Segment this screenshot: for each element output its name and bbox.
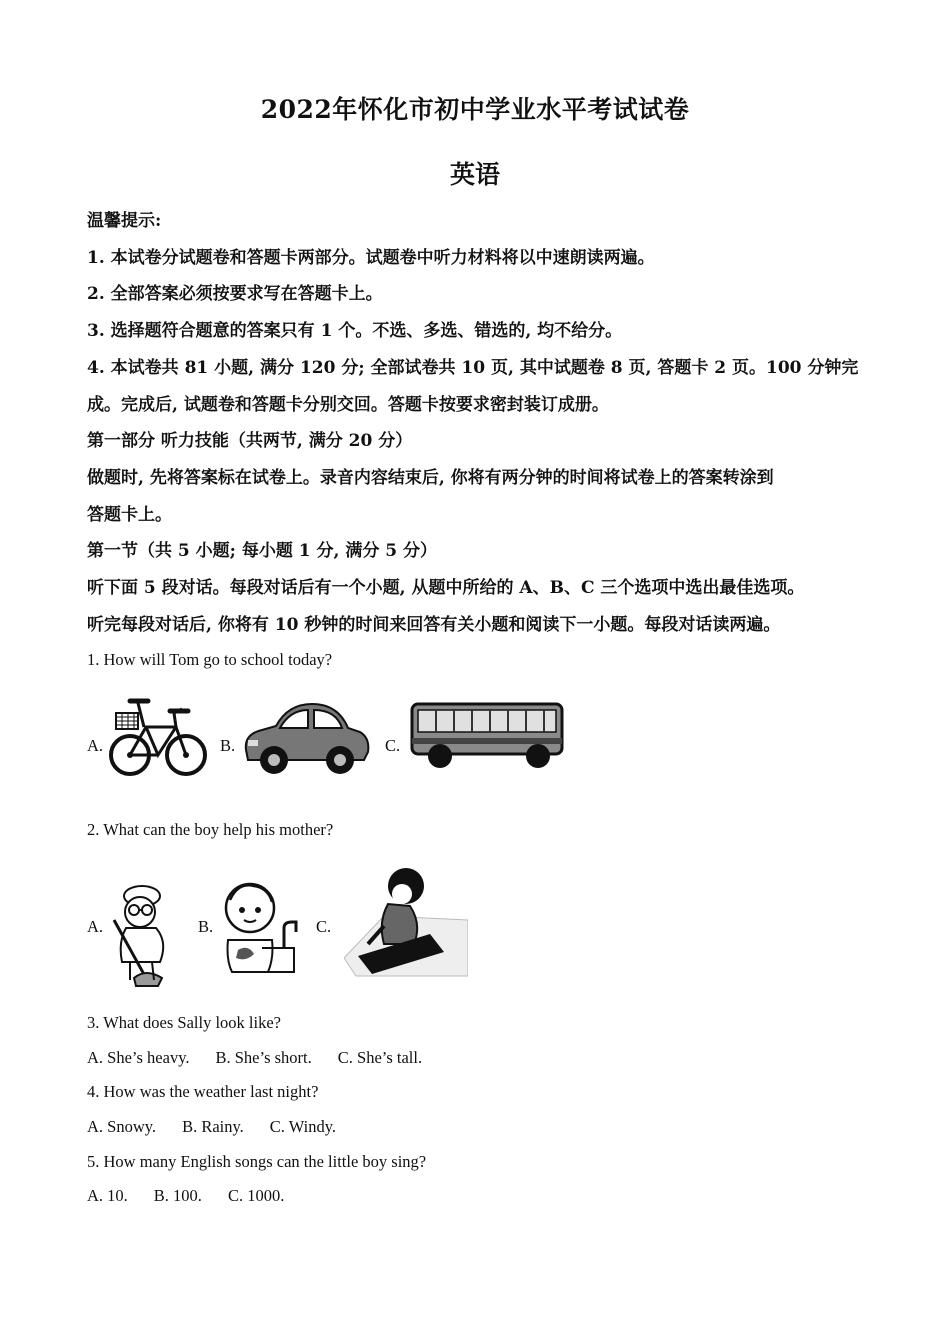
q4-option-c: C. Windy. <box>269 1117 337 1136</box>
q1-option-b-label: B. <box>220 736 236 755</box>
part1-instruction-1: 做题时, 先将答案标在试卷上。录音内容结束后, 你将有两分钟的时间将试卷上的答案转涂到 <box>87 468 774 488</box>
tips-heading: 温馨提示: <box>87 211 162 231</box>
subject-title: 英语 <box>449 160 500 189</box>
bus-icon <box>408 700 566 772</box>
section1-heading: 第一节（共 5 小题; 每小题 1 分, 满分 5 分） <box>87 541 438 561</box>
question-3-stem: 3. What does Sally look like? <box>87 1013 281 1032</box>
section1-instruction-2: 听完每段对话后, 你将有 10 秒钟的时间来回答有关小题和阅读下一小题。每段对话读两遍。 <box>87 615 781 635</box>
question-2-stem: 2. What can the boy help his mother? <box>87 820 334 839</box>
q1-option-c-label: C. <box>385 736 401 755</box>
page-title: 2022年怀化市初中学业水平考试试卷 <box>260 95 690 124</box>
tip-4-cont: 成。完成后, 试题卷和答题卡分别交回。答题卡按要求密封装订成册。 <box>87 395 609 415</box>
washing-boy-icon <box>218 878 304 978</box>
q3-option-c: C. She’s tall. <box>337 1048 423 1067</box>
sweeping-grandma-icon <box>106 882 182 988</box>
q5-options <box>87 1186 310 1206</box>
q4-option-b: B. Rainy. <box>182 1117 244 1136</box>
q4-option-a: A. Snowy. <box>87 1117 157 1136</box>
q2-option-a-label: A. <box>87 917 104 936</box>
q5-option-b: B. 100. <box>153 1186 202 1205</box>
q2-option-c-label: C. <box>316 917 332 936</box>
question-1-stem: 1. How will Tom go to school today? <box>87 650 333 669</box>
car-icon <box>240 698 372 776</box>
tip-1: 1. 本试卷分试题卷和答题卡两部分。试题卷中听力材料将以中速朗读两遍。 <box>87 248 655 268</box>
q3-options <box>87 1048 448 1068</box>
bicycle-icon <box>108 693 208 783</box>
q3-option-b: B. She’s short. <box>215 1048 312 1067</box>
tip-3: 3. 选择题符合题意的答案只有 1 个。不选、多选、错选的, 均不给分。 <box>87 321 623 341</box>
q3-option-a: A. She’s heavy. <box>87 1048 190 1067</box>
question-4-stem: 4. How was the weather last night? <box>87 1082 319 1101</box>
q1-option-a-label: A. <box>87 736 104 755</box>
part1-instruction-2: 答题卡上。 <box>87 505 172 525</box>
q2-option-b-label: B. <box>198 917 214 936</box>
tip-2: 2. 全部答案必须按要求写在答题卡上。 <box>87 284 383 304</box>
q5-option-c: C. 1000. <box>227 1186 285 1205</box>
q5-option-a: A. 10. <box>87 1186 128 1205</box>
cleaning-floor-icon <box>344 864 468 978</box>
part1-heading: 第一部分 听力技能（共两节, 满分 20 分） <box>87 431 413 451</box>
question-5-stem: 5. How many English songs can the little boy sing? <box>87 1152 427 1171</box>
tip-4: 4. 本试卷共 81 小题, 满分 120 分; 全部试卷共 10 页, 其中试题卷 8 页, 答题卡 2 页。100 分钟完 <box>87 358 859 378</box>
q4-options <box>87 1117 362 1137</box>
section1-instruction-1: 听下面 5 段对话。每段对话后有一个小题, 从题中所给的 A、B、C 三个选项中选出最佳选项。 <box>87 578 805 598</box>
